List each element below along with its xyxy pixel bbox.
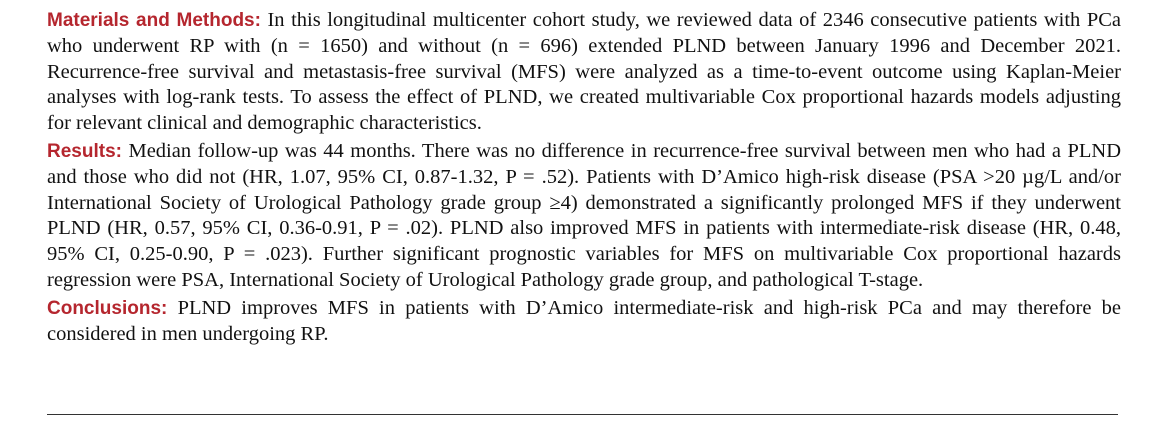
abstract-body <box>47 8 1121 349</box>
results-section <box>47 139 1121 294</box>
results-text: Median follow-up was 44 months. There was no difference in recurrence-free survival between men who had a PLND and those who did not (HR, 1.07, 95% CI, 0.87-1.32, P = .52). Patients with D’Amico high-risk disease (PSA >20 µg/L and/or International Society of Urological Pathology grade group ≥4) demonstrated a significantly prolonged MFS if they underwent PLND (HR, 0.57, 95% CI, 0.36-0.91, P = .02). PLND also improved MFS in patients with intermediate-risk disease (HR, 0.48, 95% CI, 0.25-0.90, P = .023). Further significant prognostic variables for MFS on multivariable Cox proportional hazards regression were PSA, International Society of Urological Pathology grade group, and pathological T-stage. <box>47 139 1122 291</box>
conclusions-section <box>47 296 1121 348</box>
conclusions-text: PLND improves MFS in patients with D’Amico intermediate-risk and high-risk PCa and may therefore be considered in men undergoing RP. <box>47 296 1121 345</box>
methods-heading: Materials and Methods: <box>47 10 261 31</box>
section-divider <box>47 414 1118 415</box>
methods-text: In this longitudinal multicenter cohort study, we reviewed data of 2346 consecutive patients with PCa who underwent RP with (n = 1650) and without (n = 696) extended PLND between January 1996 and December 2021. Recurrence-free survival and metastasis-free survival (MFS) were analyzed as a time-to-event outcome using Kaplan-Meier analyses with log-rank tests. To assess the effect of PLND, we created multivariable Cox proportional hazards models adjusting for relevant clinical and demographic characteristics. <box>47 9 1121 135</box>
results-heading: Results: <box>47 140 122 162</box>
conclusions-heading: Conclusions: <box>47 297 168 319</box>
methods-section <box>47 8 1121 137</box>
